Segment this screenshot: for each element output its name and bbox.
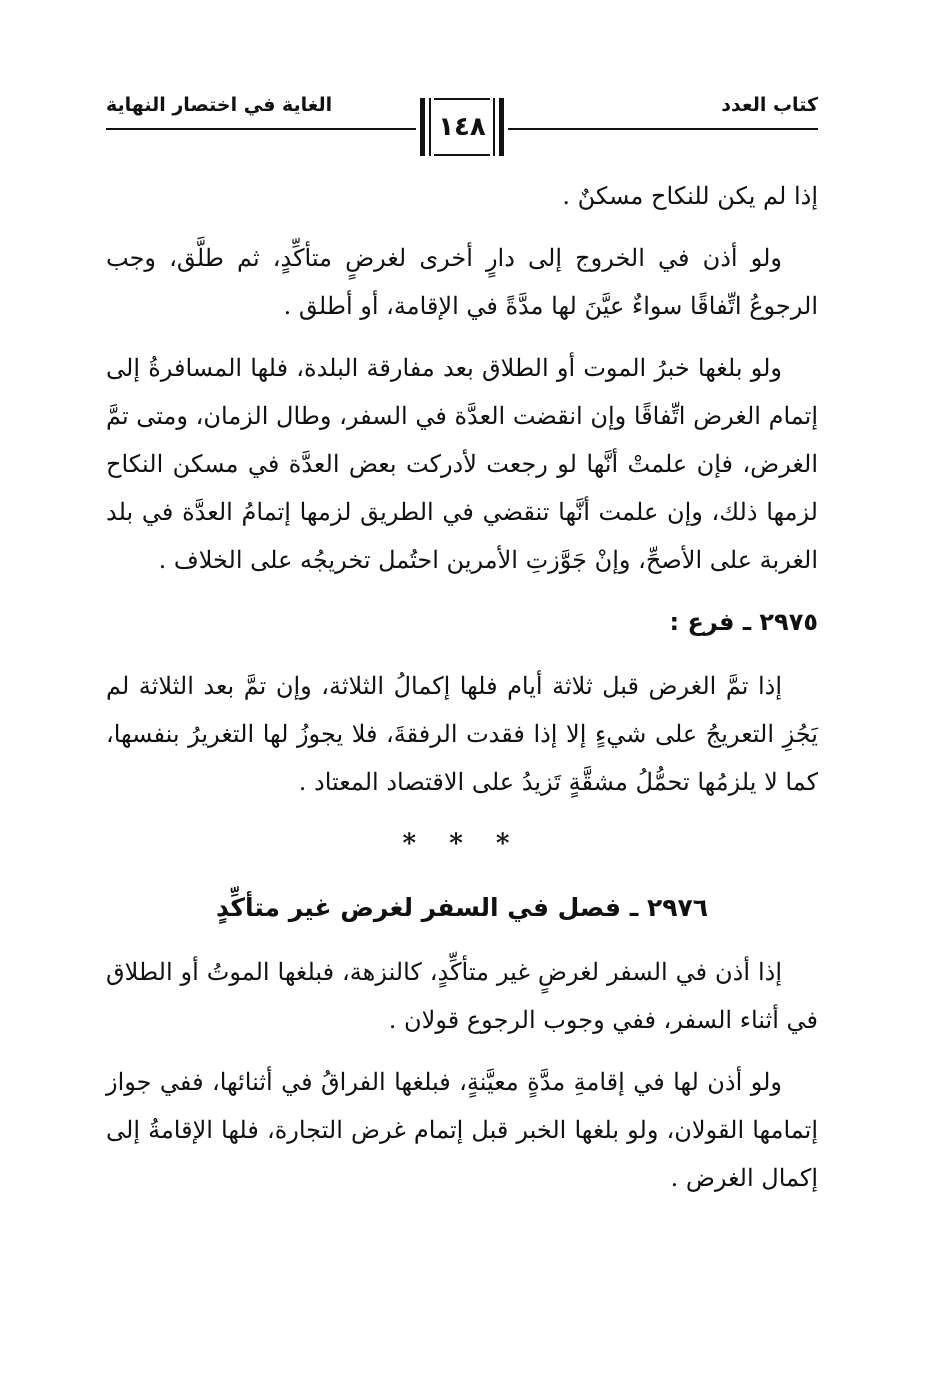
paragraph: إذا تمَّ الغرض قبل ثلاثة أيام فلها إكمالُ الثلاثة، وإن تمَّ بعد الثلاثة لم يَجُزِ التعريجُ على شيءٍ إلا إذا فقدت الرفقةَ، فلا يجوزُ لها التغريرُ بنفسها، كما لا يلزمُها تحمُّلُ مشقَّةٍ تَزيدُ على الاقتصاد المعتاد . (106, 672, 818, 796)
paragraph: إذا أذن في السفر لغرضٍ غير متأكِّدٍ، كالنزهة، فبلغها الموتُ أو الطلاق في أثناء السفر، ففي وجوب الرجوع قولان . (106, 958, 818, 1034)
section-heading: ٢٩٧٦ ـ فصل في السفر لغرض غير متأكِّدٍ (215, 893, 708, 922)
paragraph: ولو أذن في الخروج إلى دارٍ أخرى لغرضٍ متأكِّدٍ، ثم طلَّق، وجب الرجوعُ اتِّفاقًا سواءٌ عيَّنَ لها مدَّةً في الإقامة، أو أطلق . (106, 244, 818, 320)
paragraph: إذا لم يكن للنكاح مسكنٌ . (562, 182, 818, 210)
branch-heading: ٢٩٧٥ ـ فرع : (669, 608, 818, 636)
page-number: ١٤٨ (434, 98, 490, 156)
book-title: الغاية في اختصار النهاية (106, 94, 333, 116)
chapter-title: كتاب العدد (721, 94, 818, 116)
section-separator: * * * (402, 829, 522, 859)
page-number-box (420, 98, 504, 156)
page-box-bar (429, 98, 431, 156)
page-body (106, 172, 818, 1216)
header-rule-right (508, 128, 818, 130)
page-box-bar (499, 98, 504, 156)
page-header (106, 88, 818, 160)
page-box-bar (493, 98, 495, 156)
paragraph: ولو بلغها خبرُ الموت أو الطلاق بعد مفارقة البلدة، فلها المسافرةُ إلى إتمام الغرض اتِّفاقًا وإن انقضت العدَّة في السفر، وطال الزمان، ومتى تمَّ الغرض، فإن علمتْ أنَّها لو رجعت لأدركت بعض العدَّة في مسكن النكاح لزمها ذلك، وإن علمت أنَّها تنقضي في الطريق لزمها إتمامُ العدَّة في بلد الغربة على الأصحِّ، وإنْ جَوَّزتِ الأمرين احتُمل تخريجُه على الخلاف . (106, 354, 818, 574)
page-box-bar (420, 98, 425, 156)
header-rule-left (106, 128, 416, 130)
paragraph: ولو أذن لها في إقامةِ مدَّةٍ معيَّنةٍ، فبلغها الفراقُ في أثنائها، ففي جواز إتمامها القولان، ولو بلغها الخبر قبل إتمام غرض التجارة، فلها الإقامةُ إلى إكمال الغرض . (106, 1068, 818, 1192)
